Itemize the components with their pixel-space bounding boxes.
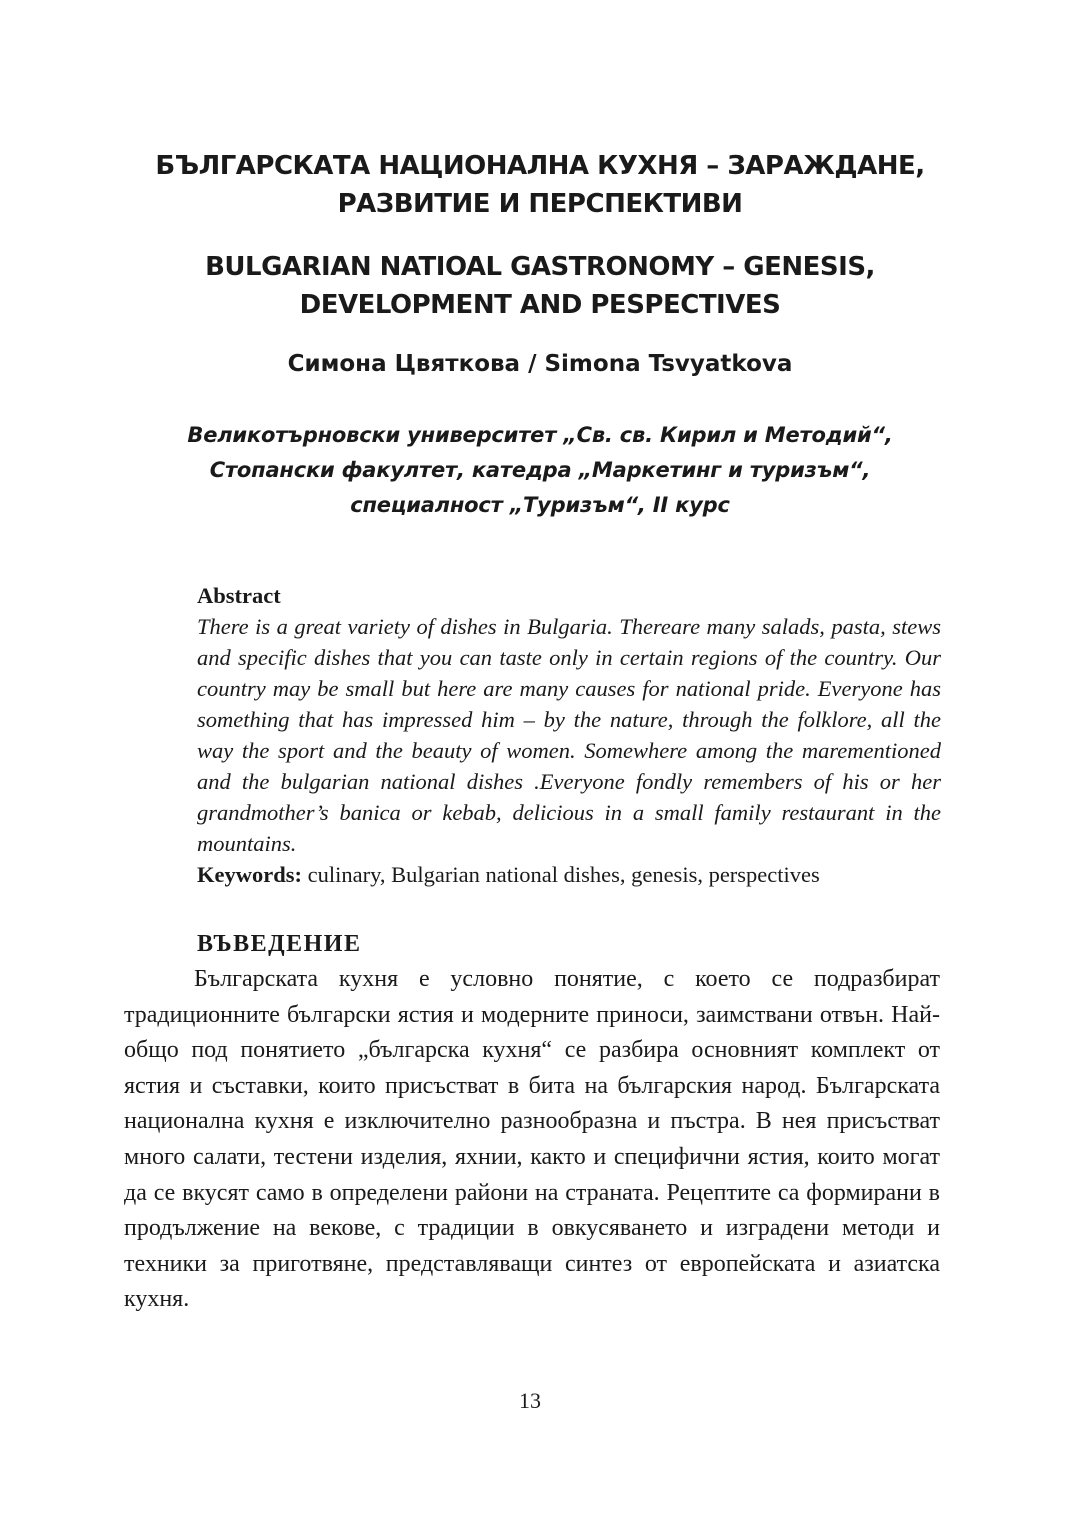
title-bulgarian-line-2: РАЗВИТИЕ И ПЕРСПЕКТИВИ: [337, 189, 743, 219]
keywords-line: [197, 859, 941, 890]
title-bulgarian-line-1: БЪЛГАРСКАТА НАЦИОНАЛНА КУХНЯ – ЗАРАЖДАНЕ,: [155, 151, 925, 181]
keywords-text: culinary, Bulgarian national dishes, genesis, perspectives: [302, 862, 820, 887]
title-bulgarian: [110, 147, 970, 223]
abstract-text: There is a great variety of dishes in Bulgaria. Thereare many salads, pasta, stews and specific dishes that you can taste only in certain regions of the country. Our country may be small but here are many causes for national pride. Everyone has something that has impressed him – by the nature, through the folklore, all the way the sport and the beauty of women. Somewhere among the marementioned and the bulgarian national dishes .Everyone fondly remembers of his or her grandmother’s banica or kebab, delicious in a small family restaurant in the mountains.: [197, 614, 941, 856]
abstract-label: Abstract: [197, 583, 281, 608]
author-affiliation: [110, 418, 970, 523]
affiliation-line-2: Стопански факултет, катедра „Маркетинг и туризъм“,: [209, 458, 871, 482]
abstract-block: [197, 580, 941, 890]
affiliation-line-1: Великотърновски университет „Св. св. Кирил и Методий“,: [187, 423, 893, 447]
introduction-paragraph: Българската кухня е условно понятие, с което се подразбират традиционните български ястия и модерните приноси, заимствани отвън. Най-общо под понятието „българска кухня“ се разбира основният комплект от ястия и съставки, които присъстват в бита на българския народ. Българската национална кухня е изключително разнообразна и пъстра. В нея присъстват много салати, тестени изделия, яхнии, както и специфични ястия, които могат да се вкусят само в определени райони на страната. Рецептите са формирани в продължение на векове, с традиции в овкусяването и изградени методи и техники за приготвяне, представляващи синтез от европейската и азиатска кухня.: [124, 966, 940, 1313]
author-name: Симона Цвяткова / Simona Tsvyatkova: [287, 351, 793, 377]
page-number: 13: [519, 1388, 541, 1413]
affiliation-line-3: специалност „Туризъм“, II курс: [350, 493, 730, 517]
keywords-label: Keywords:: [197, 862, 302, 887]
title-english-line-1: BULGARIAN NATIOAL GASTRONOMY – GENESIS,: [205, 252, 875, 282]
title-english-line-2: DEVELOPMENT AND PESPECTIVES: [299, 290, 781, 320]
title-english: [110, 248, 970, 324]
section-heading-introduction: ВЪВЕДЕНИЕ: [197, 931, 362, 957]
